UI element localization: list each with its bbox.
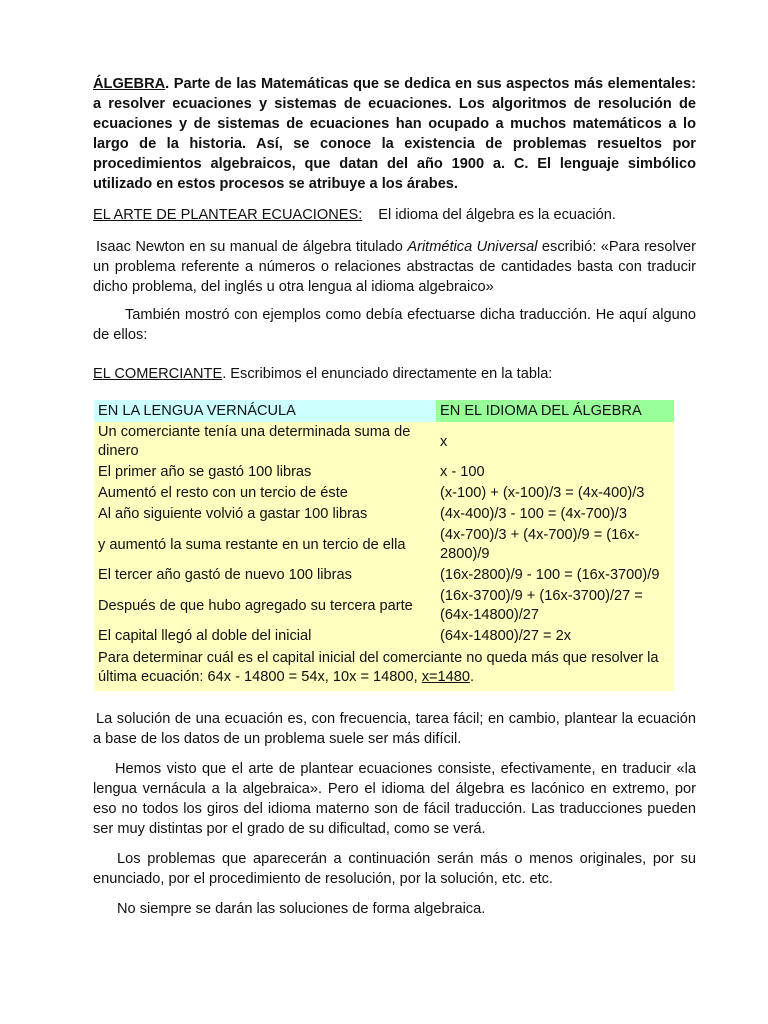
row-vernacular-cell: Un comerciante tenía una determinada suma de dinero	[94, 422, 436, 462]
body-paragraph: Los problemas que aparecerán a continuación serán más o menos originales, por su enunciado, por el procedimiento de resolución, por la solución, etc. etc.	[93, 851, 696, 887]
newton-book-title: Aritmética Universal	[407, 239, 538, 255]
row-vernacular-cell: Después de que hubo agregado su tercera parte	[94, 586, 436, 626]
algebra-term: ÁLGEBRA	[93, 76, 166, 92]
examples-paragraph: También mostró con ejemplos como debía efectuarse dicha traducción. He aquí alguno de ellos:	[93, 307, 696, 343]
table-row	[94, 422, 674, 462]
table-row	[94, 483, 674, 504]
row-vernacular-cell: Aumentó el resto con un tercio de éste	[94, 483, 436, 504]
row-algebra-cell: x - 100	[436, 462, 674, 483]
section-heading-line	[93, 205, 696, 225]
table-final-row	[94, 647, 674, 691]
merchant-heading: EL COMERCIANTE	[93, 366, 223, 382]
table-row	[94, 565, 674, 586]
row-vernacular-cell: y aumentó la suma restante en un tercio de ella	[94, 525, 436, 565]
row-vernacular-cell: El tercer año gastó de nuevo 100 libras	[94, 565, 436, 586]
intro-text: . Parte de las Matemáticas que se dedica en sus aspectos más elementales: a resolver ecuaciones y sistemas de ecuaciones. Los algoritmos de resolución de ecuaciones y de sistemas de ecuaciones han ocupado a muchos matemáticos a lo largo de la historia. Así, se conoce la existencia de problemas resueltos por procedimientos algebraicos, que datan del año 1900 a. C. El lenguaje simbólico utilizado en estos procesos se atribuye a los árabes.	[93, 76, 696, 192]
row-algebra-cell: (64x-14800)/27 = 2x	[436, 626, 674, 647]
table-row	[94, 525, 674, 565]
body-paragraph: No siempre se darán las soluciones de forma algebraica.	[117, 901, 486, 917]
table-row	[94, 504, 674, 525]
final-answer: x=1480	[421, 669, 471, 685]
row-vernacular-cell: El primer año se gastó 100 libras	[94, 462, 436, 483]
header-vernacular: EN LA LENGUA VERNÁCULA	[94, 400, 436, 422]
translation-table	[94, 400, 674, 691]
newton-text-before: Isaac Newton en su manual de álgebra titulado	[96, 239, 408, 255]
final-end: .	[470, 669, 475, 685]
row-vernacular-cell: El capital llegó al doble del inicial	[94, 626, 436, 647]
merchant-text: . Escribimos el enunciado directamente en la tabla:	[222, 366, 553, 382]
header-algebra: EN EL IDIOMA DEL ÁLGEBRA	[436, 400, 674, 422]
merchant-heading-line	[93, 364, 696, 384]
table-row	[94, 586, 674, 626]
section-subtitle: El idioma del álgebra es la ecuación.	[378, 207, 616, 223]
body-paragraph: Hemos visto que el arte de plantear ecuaciones consiste, efectivamente, en traducir «la lengua vernácula a la algebraica». Pero el idioma del álgebra es lacónico en extremo, por eso no todos los giros del idioma materno son de fácil traducción. Las traducciones pueden ser muy distintas por el grado de su dificultad, como se verá.	[93, 761, 696, 837]
table-header-row	[94, 400, 674, 422]
newton-text-after: escribió: «Para resolver un problema referente a números o relaciones abstractas de cantidades basta con traducir dicho problema, del inglés u otra lengua al idioma algebraico»	[93, 239, 696, 295]
newton-paragraph	[93, 237, 696, 297]
table-row	[94, 626, 674, 647]
row-algebra-cell: (4x-400)/3 - 100 = (4x-700)/3	[436, 504, 674, 525]
table-row	[94, 462, 674, 483]
row-algebra-cell: (16x-2800)/9 - 100 = (16x-3700)/9	[436, 565, 674, 586]
row-algebra-cell: (x-100) + (x-100)/3 = (4x-400)/3	[436, 483, 674, 504]
final-solution-cell	[94, 647, 674, 691]
row-algebra-cell: x	[436, 422, 674, 462]
intro-paragraph	[93, 74, 696, 194]
final-text: Para determinar cuál es el capital inicial del comerciante no queda más que resolver la última ecuación: 64x - 14800 = 54x, 10x = 14800,	[98, 650, 659, 685]
row-vernacular-cell: Al año siguiente volvió a gastar 100 libras	[94, 504, 436, 525]
section-heading: EL ARTE DE PLANTEAR ECUACIONES:	[93, 207, 363, 223]
row-algebra-cell: (4x-700)/3 + (4x-700)/9 = (16x-2800)/9	[436, 525, 674, 565]
body-paragraph: La solución de una ecuación es, con frecuencia, tarea fácil; en cambio, plantear la ecuación a base de los datos de un problema suele ser más difícil.	[93, 711, 696, 747]
row-algebra-cell: (16x-3700)/9 + (16x-3700)/27 = (64x-14800)/27	[436, 586, 674, 626]
